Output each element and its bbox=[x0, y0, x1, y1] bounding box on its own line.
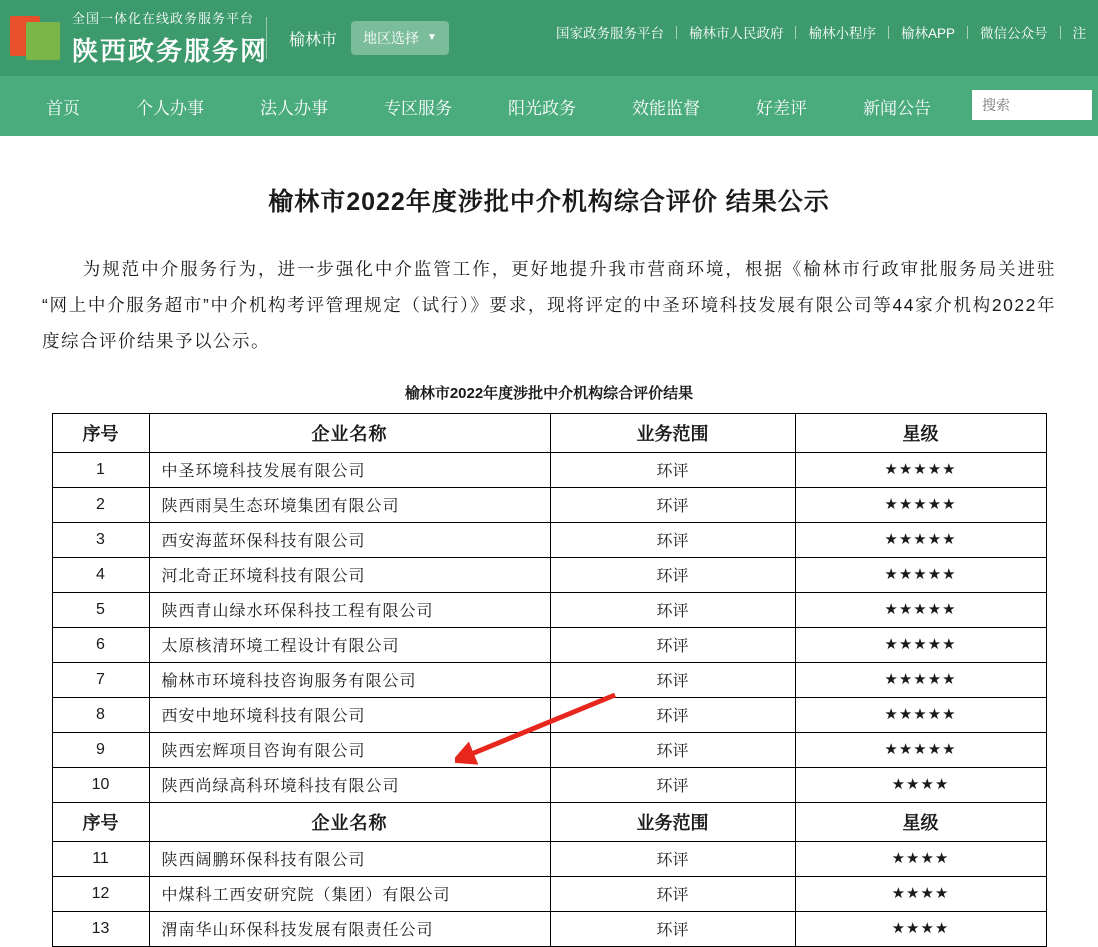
column-header-index: 序号 bbox=[52, 802, 149, 841]
nav-item-review[interactable]: 好差评 bbox=[756, 98, 807, 118]
region-select-label: 地区选择 bbox=[363, 30, 420, 46]
cell-business-scope: 环评 bbox=[550, 662, 795, 697]
table-caption: 榆林市2022年度涉批中介机构综合评价结果 bbox=[404, 384, 694, 402]
column-header-scope: 业务范围 bbox=[550, 802, 795, 841]
table-row bbox=[52, 452, 1046, 487]
cell-index: 11 bbox=[52, 841, 149, 876]
column-header-stars: 星级 bbox=[795, 413, 1046, 452]
cell-company-name: 陕西青山绿水环保科技工程有限公司 bbox=[149, 592, 550, 627]
nav-item-sunshine[interactable]: 阳光政务 bbox=[508, 98, 576, 118]
cell-company-name: 陕西尚绿高科环境科技有限公司 bbox=[149, 767, 550, 802]
site-header bbox=[0, 0, 1098, 76]
cell-star-rating bbox=[795, 592, 1046, 627]
cell-business-scope: 环评 bbox=[550, 841, 795, 876]
cell-index: 4 bbox=[52, 557, 149, 592]
cell-index: 10 bbox=[52, 767, 149, 802]
header-link-app[interactable]: 榆林APP bbox=[900, 26, 955, 41]
column-header-index: 序号 bbox=[52, 413, 149, 452]
logo-title: 陕西政务服务网 bbox=[72, 36, 269, 66]
cell-star-rating bbox=[795, 487, 1046, 522]
cell-index: 8 bbox=[52, 697, 149, 732]
nav-item-zone[interactable]: 专区服务 bbox=[384, 98, 452, 118]
cell-star-rating bbox=[795, 732, 1046, 767]
table-row bbox=[52, 592, 1046, 627]
header-link-miniprogram[interactable]: 榆林小程序 bbox=[808, 26, 876, 41]
cell-business-scope: 环评 bbox=[550, 627, 795, 662]
cell-index: 9 bbox=[52, 732, 149, 767]
star-rating: ★★★★★ bbox=[884, 741, 957, 759]
cell-business-scope: 环评 bbox=[550, 732, 795, 767]
cell-company-name: 榆林市环境科技咨询服务有限公司 bbox=[149, 662, 550, 697]
table-row bbox=[52, 841, 1046, 876]
paragraph-text: 为规范中介服务行为，进一步强化中介监管工作，更好地提升我市营商环境，根据《榆林市行政审批服务局关进驻“网上中介服务超市”中介机构考评管理规定（试行）》要求，现将评定的中圣环境科技发展有限公司等44家介机构2022年度综合评价结果予以公示。 bbox=[42, 259, 1056, 351]
star-rating: ★★★★★ bbox=[884, 566, 957, 584]
header-link-national-platform[interactable]: 国家政务服务平台 bbox=[555, 26, 664, 41]
nav-item-news[interactable]: 新闻公告 bbox=[863, 98, 931, 118]
table-row bbox=[52, 662, 1046, 697]
cell-business-scope: 环评 bbox=[550, 452, 795, 487]
cell-business-scope: 环评 bbox=[550, 592, 795, 627]
table-row bbox=[52, 557, 1046, 592]
header-link-city-government[interactable]: 榆林市人民政府 bbox=[688, 26, 784, 41]
cell-star-rating bbox=[795, 627, 1046, 662]
table-row bbox=[52, 732, 1046, 767]
star-rating: ★★★★ bbox=[891, 776, 950, 794]
header-divider bbox=[266, 17, 267, 59]
star-rating: ★★★★★ bbox=[884, 461, 957, 479]
cell-index: 3 bbox=[52, 522, 149, 557]
star-rating: ★★★★★ bbox=[884, 706, 957, 724]
star-rating: ★★★★★ bbox=[884, 671, 957, 689]
logo-icon bbox=[10, 12, 62, 64]
nav-item-home[interactable]: 首页 bbox=[46, 98, 80, 118]
star-rating: ★★★★★ bbox=[884, 636, 957, 654]
header-link-register[interactable]: 注 bbox=[1072, 26, 1086, 41]
cell-index: 1 bbox=[52, 452, 149, 487]
cell-business-scope: 环评 bbox=[550, 767, 795, 802]
cell-company-name: 渭南华山环保科技发展有限责任公司 bbox=[149, 911, 550, 946]
cell-index: 13 bbox=[52, 911, 149, 946]
table-row bbox=[52, 697, 1046, 732]
cell-company-name: 西安海蓝环保科技有限公司 bbox=[149, 522, 550, 557]
table-header-row bbox=[52, 802, 1046, 841]
cell-business-scope: 环评 bbox=[550, 557, 795, 592]
cell-index: 5 bbox=[52, 592, 149, 627]
star-rating: ★★★★★ bbox=[884, 601, 957, 619]
cell-company-name: 陕西阔鹏环保科技有限公司 bbox=[149, 841, 550, 876]
header-link-wechat[interactable]: 微信公众号 bbox=[980, 26, 1048, 41]
search-input[interactable] bbox=[972, 90, 1092, 120]
table-row bbox=[52, 876, 1046, 911]
document-paragraph bbox=[24, 252, 1074, 360]
cell-star-rating bbox=[795, 876, 1046, 911]
cell-star-rating bbox=[795, 662, 1046, 697]
document-body bbox=[0, 182, 1098, 947]
table-row bbox=[52, 627, 1046, 662]
cell-company-name: 河北奇正环境科技有限公司 bbox=[149, 557, 550, 592]
chevron-down-icon: ▼ bbox=[427, 32, 437, 43]
cell-business-scope: 环评 bbox=[550, 487, 795, 522]
header-link-list bbox=[544, 22, 1098, 42]
nav-item-supervision[interactable]: 效能监督 bbox=[632, 98, 700, 118]
star-rating: ★★★★ bbox=[891, 885, 950, 903]
cell-star-rating bbox=[795, 452, 1046, 487]
cell-star-rating bbox=[795, 841, 1046, 876]
table-row bbox=[52, 522, 1046, 557]
cell-index: 12 bbox=[52, 876, 149, 911]
star-rating: ★★★★★ bbox=[884, 496, 957, 514]
cell-company-name: 陕西雨昊生态环境集团有限公司 bbox=[149, 487, 550, 522]
logo-subtitle: 全国一体化在线政务服务平台 bbox=[72, 11, 255, 26]
column-header-stars: 星级 bbox=[795, 802, 1046, 841]
region-select-dropdown[interactable] bbox=[351, 21, 449, 55]
cell-business-scope: 环评 bbox=[550, 697, 795, 732]
cell-company-name: 陕西宏辉项目咨询有限公司 bbox=[149, 732, 550, 767]
cell-business-scope: 环评 bbox=[550, 876, 795, 911]
nav-item-legal[interactable]: 法人办事 bbox=[260, 98, 328, 118]
table-row bbox=[52, 487, 1046, 522]
cell-index: 6 bbox=[52, 627, 149, 662]
cell-company-name: 太原核清环境工程设计有限公司 bbox=[149, 627, 550, 662]
cell-star-rating bbox=[795, 697, 1046, 732]
star-rating: ★★★★★ bbox=[884, 531, 957, 549]
column-header-name: 企业名称 bbox=[149, 802, 550, 841]
table-row bbox=[52, 911, 1046, 946]
cell-business-scope: 环评 bbox=[550, 522, 795, 557]
page-title: 榆林市2022年度涉批中介机构综合评价 结果公示 bbox=[268, 188, 830, 216]
table-row bbox=[52, 767, 1046, 802]
column-header-name: 企业名称 bbox=[149, 413, 550, 452]
evaluation-result-table bbox=[52, 413, 1047, 947]
cell-company-name: 中煤科工西安研究院（集团）有限公司 bbox=[149, 876, 550, 911]
site-logo[interactable] bbox=[0, 8, 269, 68]
cell-star-rating bbox=[795, 911, 1046, 946]
cell-star-rating bbox=[795, 557, 1046, 592]
cell-star-rating bbox=[795, 522, 1046, 557]
cell-star-rating bbox=[795, 767, 1046, 802]
star-rating: ★★★★ bbox=[891, 850, 950, 868]
nav-item-personal[interactable]: 个人办事 bbox=[136, 98, 204, 118]
table-header-row bbox=[52, 413, 1046, 452]
column-header-scope: 业务范围 bbox=[550, 413, 795, 452]
star-rating: ★★★★ bbox=[891, 920, 950, 938]
cell-index: 2 bbox=[52, 487, 149, 522]
main-navigation bbox=[0, 76, 1098, 136]
cell-business-scope: 环评 bbox=[550, 911, 795, 946]
cell-company-name: 西安中地环境科技有限公司 bbox=[149, 697, 550, 732]
cell-index: 7 bbox=[52, 662, 149, 697]
cell-company-name: 中圣环境科技发展有限公司 bbox=[149, 452, 550, 487]
current-city-label: 榆林市 bbox=[289, 31, 338, 49]
